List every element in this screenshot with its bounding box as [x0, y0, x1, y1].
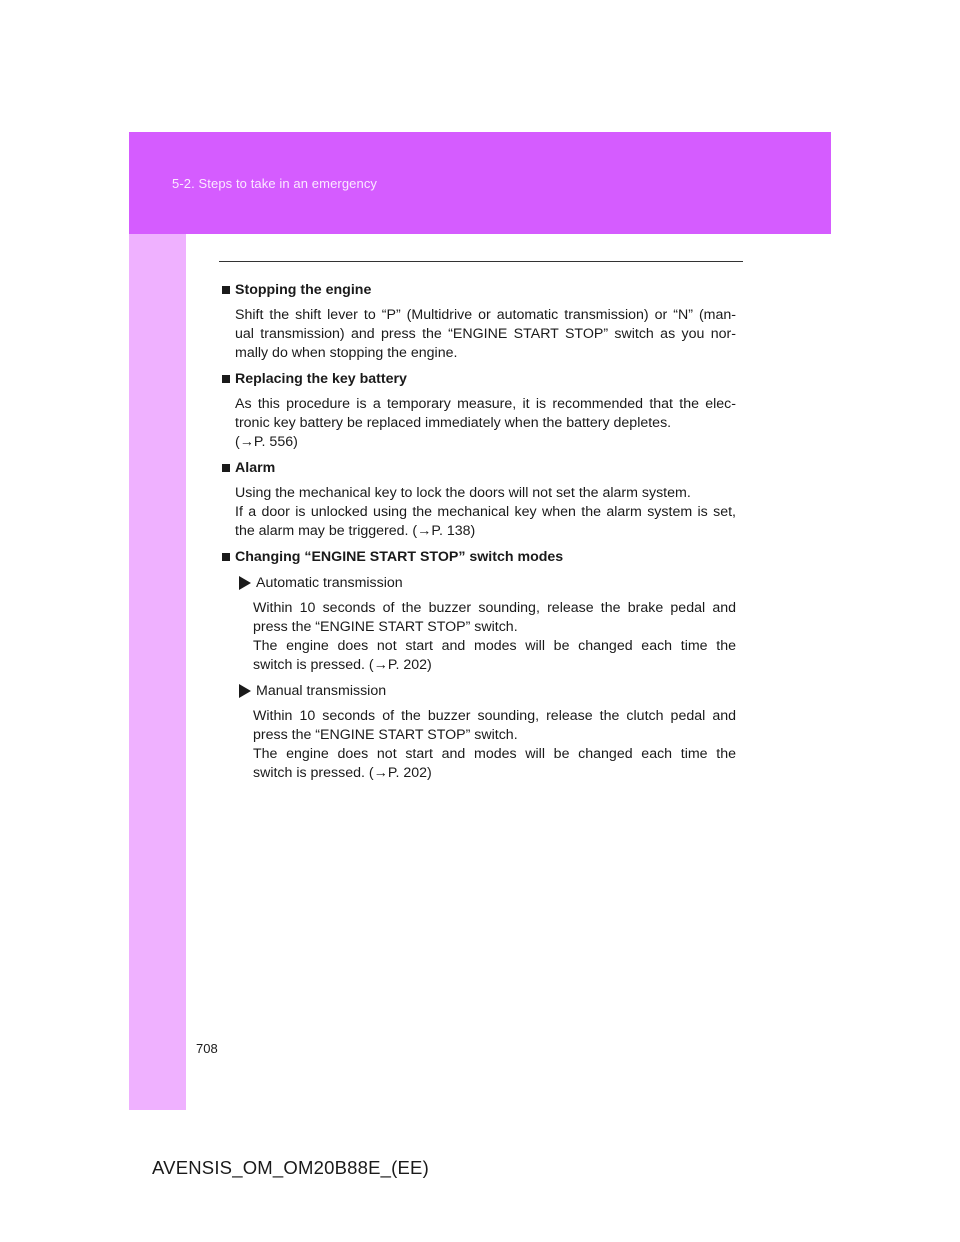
triangle-bullet-icon [239, 576, 251, 590]
section-heading: 5-2. Steps to take in an emergency [172, 176, 378, 191]
section-text: Shift the shift lever to “P” (Multidrive or automatic transmission) or “N” (man- ual transmission) and press the “ENGINE START STOP” switch as you nor- mally do when stopping the engine. [235, 307, 736, 361]
section-title: Replacing the key battery [222, 369, 736, 389]
section-divider [219, 261, 743, 262]
footer-code: AVENSIS_OM_OM20B88E_(EE) [152, 1157, 429, 1178]
section-stopping-engine [222, 280, 736, 363]
section-switch-modes [222, 547, 736, 783]
page-number: 708 [196, 1041, 218, 1056]
page-content [222, 280, 736, 789]
subsection-manual-transmission: Manual transmission [239, 681, 736, 701]
side-strip [129, 234, 186, 1110]
triangle-bullet-icon [239, 684, 251, 698]
subsection-automatic-transmission: Automatic transmission [239, 573, 736, 593]
header-band [129, 132, 831, 234]
section-title: Stopping the engine [222, 280, 736, 300]
square-bullet-icon [222, 375, 230, 383]
section-title: Alarm [222, 458, 736, 478]
section-text: Using the mechanical key to lock the doors will not set the alarm system. If a door is unlocked using the mechanical key when the alarm system is set, the alarm may be triggered. (→P. 138) [235, 485, 736, 539]
square-bullet-icon [222, 553, 230, 561]
subsection-text: Within 10 seconds of the buzzer sounding, release the brake pedal and press the “ENGINE START STOP” switch. The engine does not start and modes will be changed each time the switch is pressed. (→P. 202) [253, 600, 736, 673]
page-reference: (→P. 556) [235, 434, 298, 450]
section-replacing-key-battery [222, 369, 736, 452]
square-bullet-icon [222, 464, 230, 472]
subsection-text: Within 10 seconds of the buzzer sounding, release the clutch pedal and press the “ENGINE START STOP” switch. The engine does not start and modes will be changed each time the switch is pressed. (→P. 202) [253, 708, 736, 781]
square-bullet-icon [222, 286, 230, 294]
section-alarm [222, 458, 736, 541]
section-title: Changing “ENGINE START STOP” switch modes [222, 547, 736, 567]
section-text: As this procedure is a temporary measure, it is recommended that the elec- tronic key battery be replaced immediately when the battery depletes. (→P. 556) [235, 396, 736, 450]
